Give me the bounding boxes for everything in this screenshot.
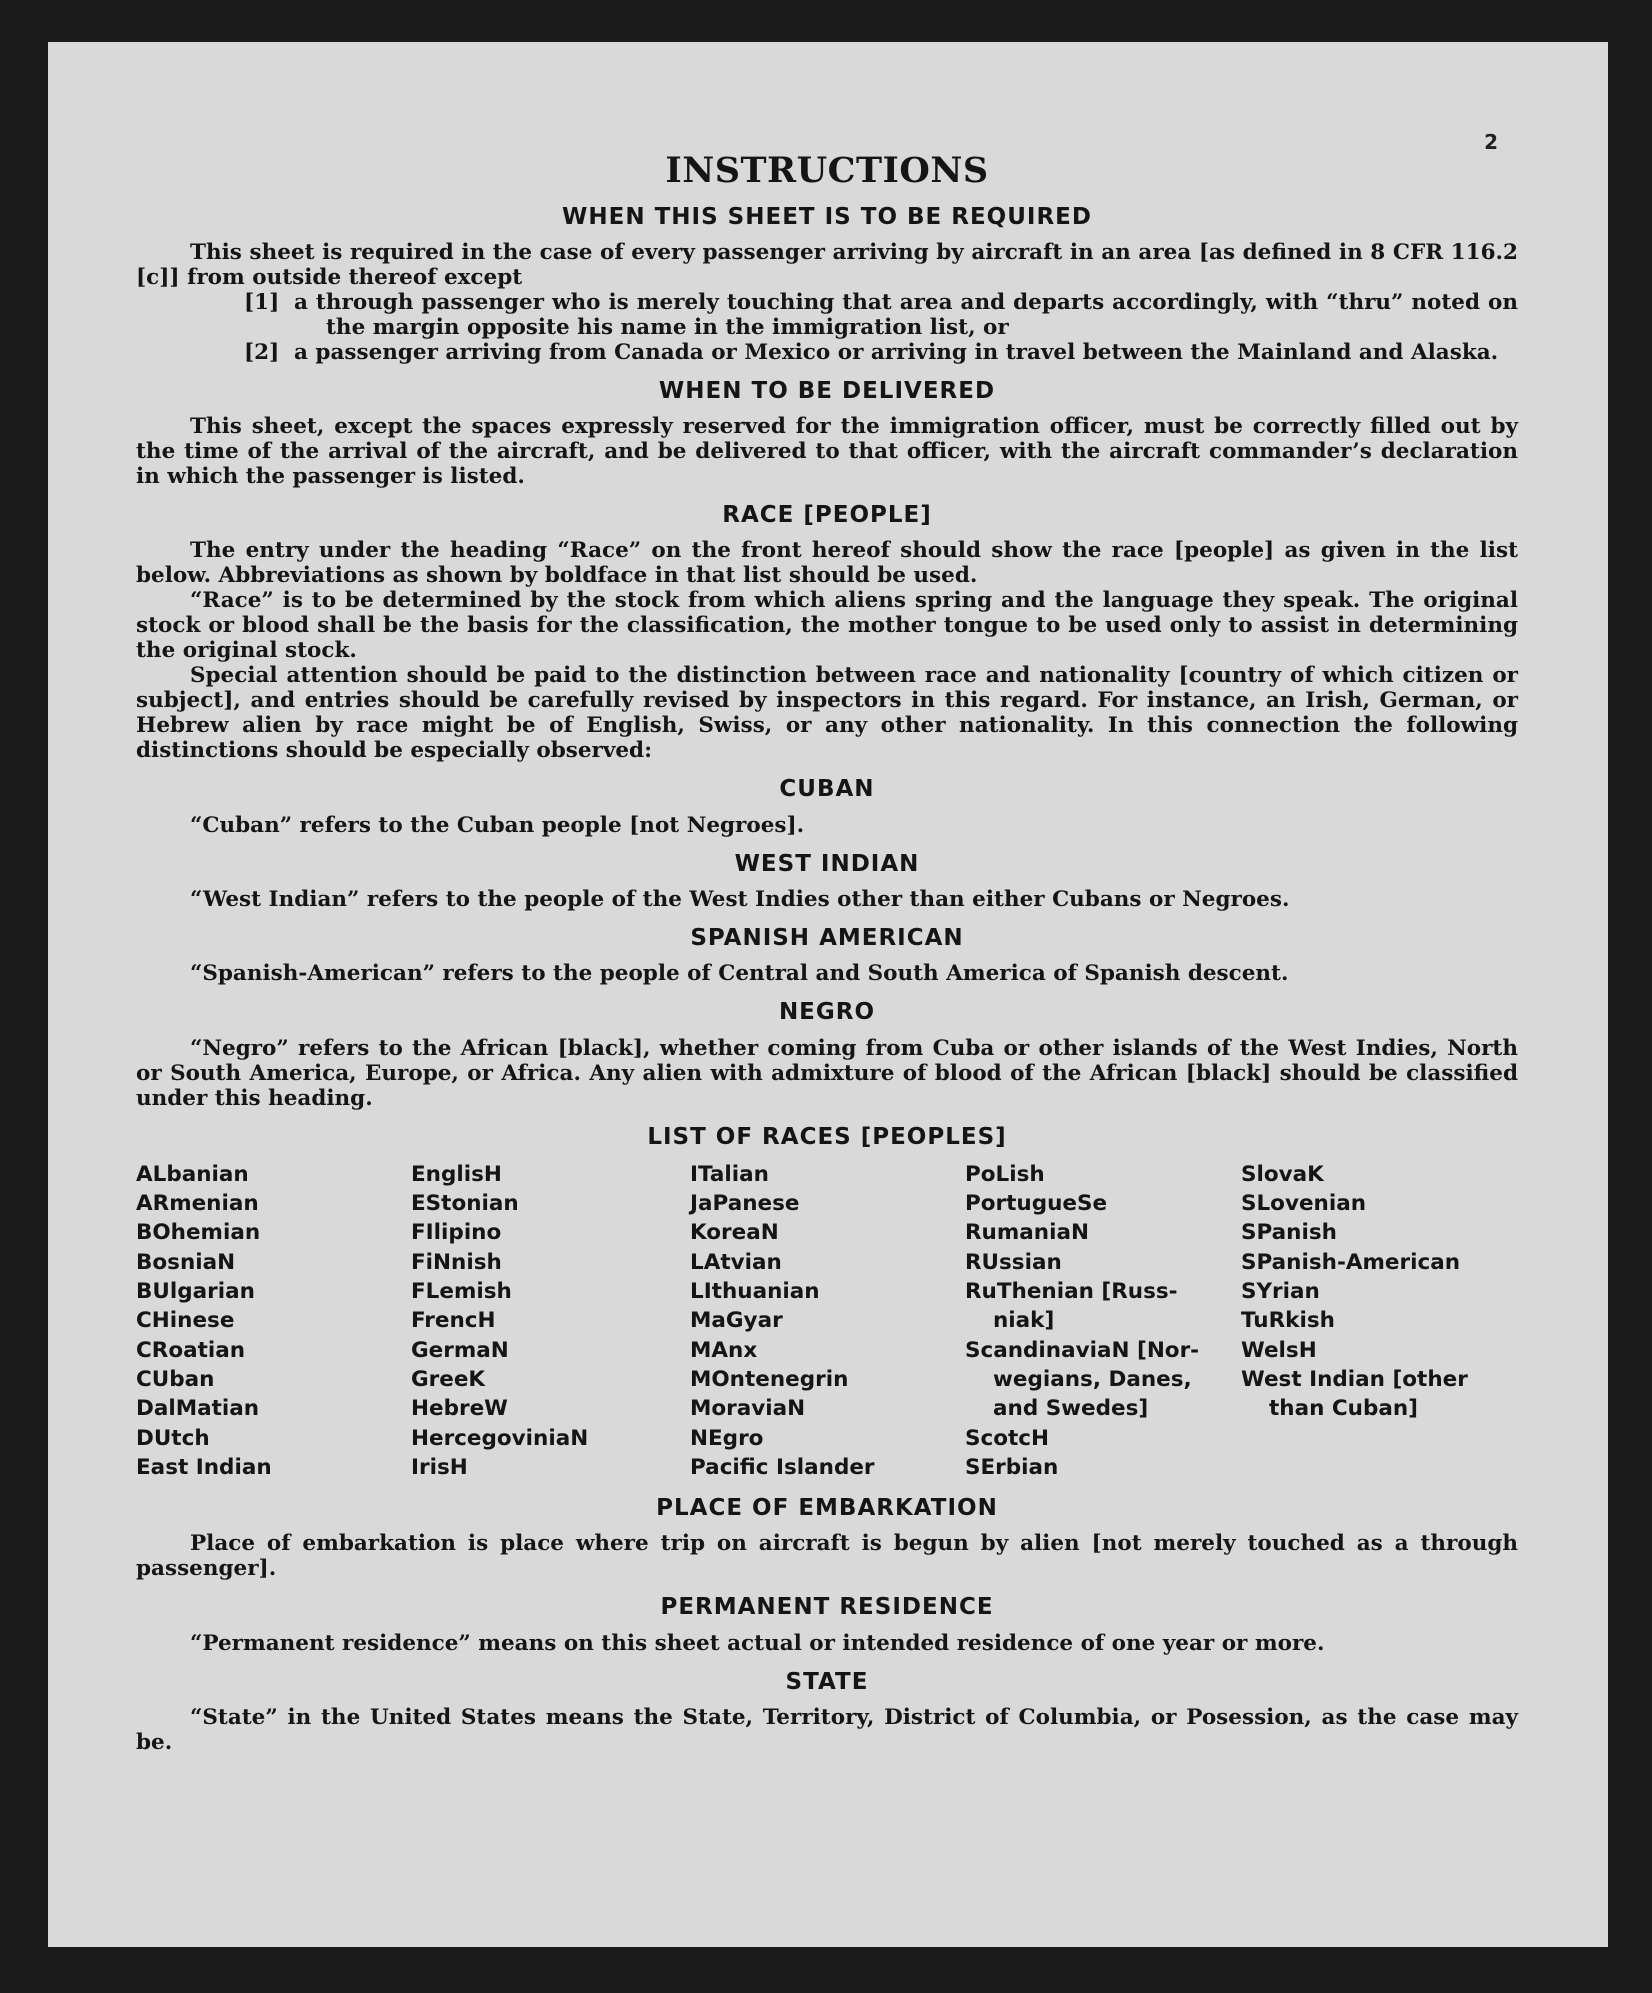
- race-entry: SLovenian: [1241, 1191, 1367, 1217]
- heading-race: RACE [PEOPLE]: [722, 502, 932, 529]
- race-entry: GermaN: [411, 1337, 509, 1363]
- race-entry: LAtvian: [690, 1249, 782, 1275]
- race-entry-continuation: niak]: [993, 1308, 1055, 1334]
- page-number-mark: 2: [1484, 130, 1498, 154]
- spanish-american-text: “Spanish-American” refers to the people of Central and South America of Spanish descent.: [190, 961, 1289, 987]
- race-entry: DalMatian: [136, 1396, 260, 1422]
- race-entry: East Indian: [136, 1454, 272, 1480]
- heading-spanish-american: SPANISH AMERICAN: [690, 924, 964, 951]
- race-entry: RuThenian [Russ-: [965, 1279, 1178, 1305]
- race-entry: SPanish-American: [1241, 1249, 1461, 1275]
- heading-state: STATE: [785, 1668, 869, 1695]
- race-entry: JaPanese: [690, 1191, 800, 1217]
- heading-list-of-races: LIST OF RACES [PEOPLES]: [647, 1123, 1007, 1150]
- heading-when-delivered: WHEN TO BE DELIVERED: [658, 377, 996, 404]
- exception-number: [2]: [244, 339, 280, 365]
- race-entry: MoraviaN: [690, 1396, 806, 1422]
- exception-item: [244, 290, 1518, 340]
- heading-residence: PERMANENT RESIDENCE: [660, 1594, 994, 1621]
- race-entry: LIthuanian: [690, 1279, 820, 1305]
- race-paragraph: “Race” is to be determined by the stock from which aliens spring and the language they speak. The original stock or blood shall be the basis for the classification, the mother tongue to be used only to assist in determining the original stock.: [136, 588, 1518, 664]
- race-entry: GreeK: [411, 1366, 486, 1392]
- exception-text: a through passenger who is merely touching that area and departs accordingly, with “thru” noted on the margin opposite his name in the immigration list, or: [294, 289, 1518, 340]
- race-entry: FrencH: [411, 1308, 496, 1334]
- race-entry: HebreW: [411, 1396, 508, 1422]
- race-entry: MOntenegrin: [690, 1366, 849, 1392]
- race-entry: EnglisH: [411, 1161, 502, 1187]
- race-entry: SYrian: [1241, 1279, 1320, 1305]
- race-entry: EStonian: [411, 1191, 519, 1217]
- heading-cuban: CUBAN: [779, 776, 875, 803]
- race-entry: Pacific Islander: [690, 1454, 875, 1480]
- embarkation-text: Place of embarkation is place where trip on aircraft is begun by alien [not merely touched as a through passenger].: [136, 1531, 1518, 1582]
- heading-when-required: WHEN THIS SHEET IS TO BE REQUIRED: [562, 203, 1092, 230]
- west-indian-text: “West Indian” refers to the people of the West Indies other than either Cubans or Negroes.: [190, 886, 1290, 912]
- race-entry: DUtch: [136, 1425, 210, 1451]
- race-entry: FIlipino: [411, 1220, 502, 1246]
- race-entry: MaGyar: [690, 1308, 783, 1334]
- race-entry: West Indian [other: [1241, 1366, 1468, 1392]
- race-entry: ScandinaviaN [Nor-: [965, 1337, 1200, 1363]
- race-entry: CRoatian: [136, 1337, 246, 1363]
- races-list: [136, 1160, 1518, 1482]
- race-entry: RumaniaN: [965, 1220, 1089, 1246]
- race-entry: ScotcH: [965, 1425, 1050, 1451]
- residence-text: “Permanent residence” means on this sheet actual or intended residence of one year or more.: [190, 1630, 1325, 1656]
- race-entry: SlovaK: [1241, 1161, 1324, 1187]
- negro-text: “Negro” refers to the African [black], whether coming from Cuba or other islands of the West Indies, North or South America, Europe, or Africa. Any alien with admixture of blood of the African [black] should be classified under this heading.: [136, 1035, 1518, 1111]
- race-entry: NEgro: [690, 1425, 764, 1451]
- race-entry-continuation: wegians, Danes,: [993, 1366, 1192, 1392]
- races-column: [136, 1160, 411, 1482]
- races-column: [411, 1160, 690, 1482]
- exception-text: a passenger arriving from Canada or Mexico or arriving in travel between the Mainland and Alaska.: [294, 339, 1499, 365]
- races-column: [965, 1160, 1241, 1482]
- cuban-text: “Cuban” refers to the Cuban people [not Negroes].: [190, 812, 805, 838]
- race-paragraph: The entry under the heading “Race” on the front hereof should show the race [people] as given in the list below. Abbreviations as shown by boldface in that list should be used.: [136, 538, 1518, 589]
- when-required-intro: This sheet is required in the case of every passenger arriving by aircraft in an area [as defined in 8 CFR 116.2 [c]] from outside thereof except: [136, 239, 1518, 290]
- race-entry: BUlgarian: [136, 1279, 255, 1305]
- exception-number: [1]: [244, 289, 280, 315]
- race-entry: BOhemian: [136, 1220, 261, 1246]
- race-entry: WelsH: [1241, 1337, 1317, 1363]
- race-entry: BosniaN: [136, 1249, 236, 1275]
- state-text: “State” in the United States means the State, Territory, District of Columbia, or Posession, as the case may be.: [136, 1705, 1518, 1756]
- race-entry: PortugueSe: [965, 1191, 1108, 1217]
- race-entry: TuRkish: [1241, 1308, 1335, 1334]
- race-entry-continuation: and Swedes]: [993, 1396, 1149, 1422]
- race-entry: CUban: [136, 1366, 215, 1392]
- page-title: INSTRUCTIONS: [665, 150, 989, 191]
- race-entry: RUssian: [965, 1249, 1062, 1275]
- heading-west-indian: WEST INDIAN: [734, 850, 920, 877]
- race-entry: FiNnish: [411, 1249, 502, 1275]
- race-entry-continuation: than Cuban]: [1269, 1396, 1418, 1422]
- race-entry: ARmenian: [136, 1191, 259, 1217]
- race-entry: MAnx: [690, 1337, 758, 1363]
- race-entry: FLemish: [411, 1279, 512, 1305]
- when-delivered-text: This sheet, except the spaces expressly reserved for the immigration officer, must be correctly filled out by the time of the arrival of the aircraft, and be delivered to that officer, with the aircraft commander’s declaration in which the passenger is listed.: [136, 414, 1518, 490]
- heading-negro: NEGRO: [778, 999, 876, 1026]
- race-entry: IrisH: [411, 1454, 468, 1480]
- exception-item: [244, 340, 1518, 365]
- race-entry: SErbian: [965, 1454, 1059, 1480]
- race-entry: PoLish: [965, 1161, 1045, 1187]
- heading-embarkation: PLACE OF EMBARKATION: [656, 1495, 998, 1522]
- race-paragraph: Special attention should be paid to the distinction between race and nationality [country of which citizen or subject], and entries should be carefully revised by inspectors in this regard. For instance, an Irish, German, or Hebrew alien by race might be of English, Swiss, or any other nationality. In this connection the following distinctions should be especially observed:: [136, 663, 1518, 764]
- race-entry: HercegoviniaN: [411, 1425, 589, 1451]
- race-entry: ITalian: [690, 1161, 769, 1187]
- race-entry: SPanish: [1241, 1220, 1337, 1246]
- races-column: [1241, 1160, 1521, 1482]
- race-entry: CHinese: [136, 1308, 235, 1334]
- races-column: [690, 1160, 965, 1482]
- race-entry: KoreaN: [690, 1220, 779, 1246]
- race-entry: ALbanian: [136, 1161, 249, 1187]
- document-page: [48, 42, 1608, 1947]
